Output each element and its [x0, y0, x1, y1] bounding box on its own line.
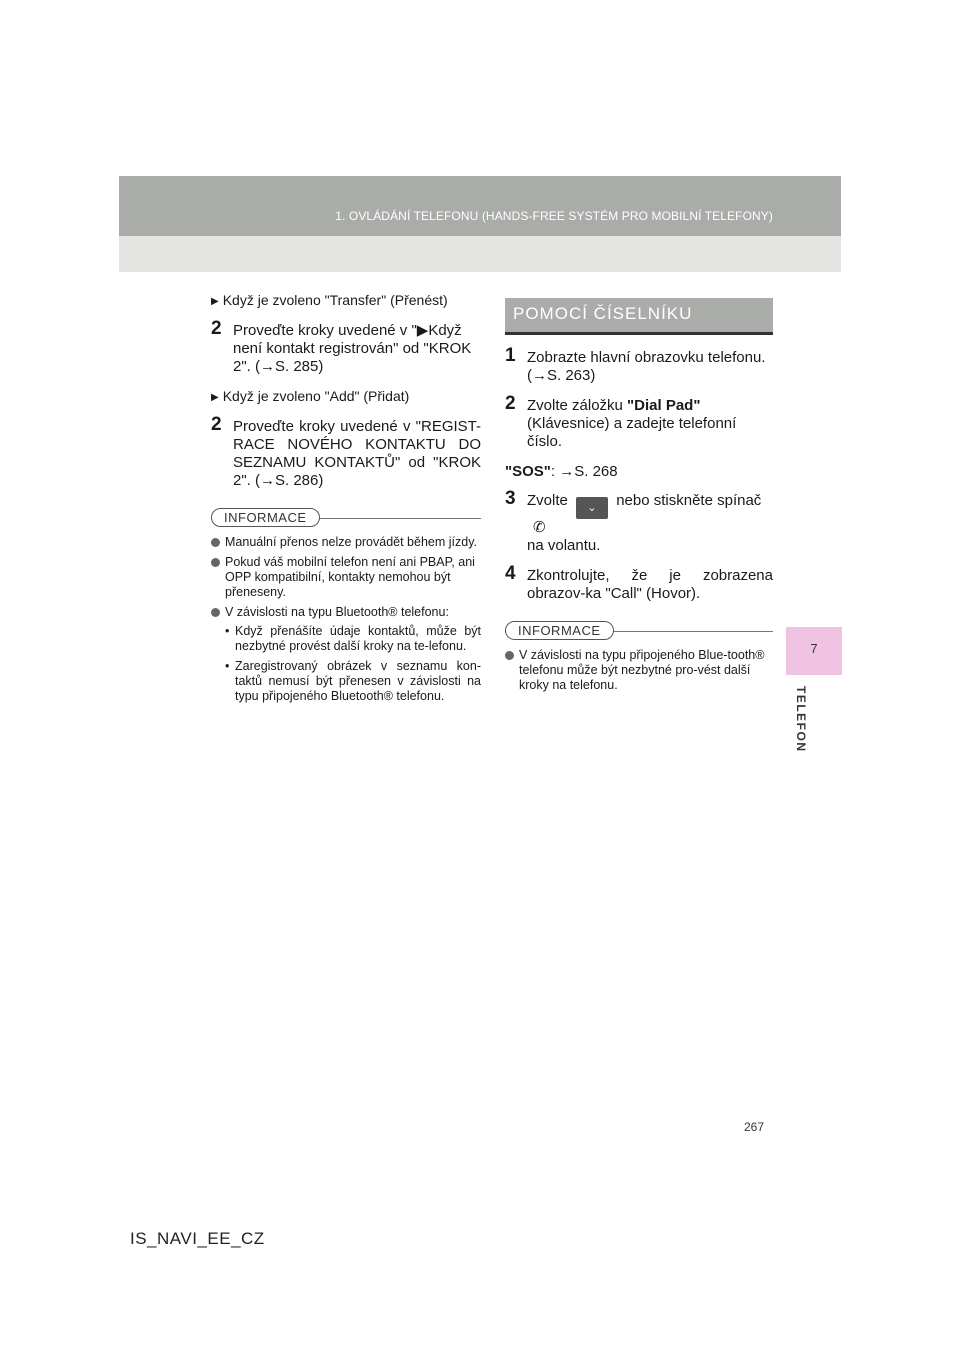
section-title: POMOCÍ ČÍSELNÍKU — [513, 304, 693, 323]
transfer-heading: ▶ Když je zvoleno "Transfer" (Přenést) — [211, 292, 448, 308]
info-item: Manuální přenos nelze provádět během jízdy. — [211, 535, 481, 550]
bullet-icon — [211, 558, 220, 567]
step-add — [211, 414, 481, 490]
step-transfer — [211, 318, 481, 376]
right-column — [505, 298, 773, 698]
sos-label: "SOS" — [505, 463, 551, 480]
info-subitem: • Když přenášíte údaje kontaktů, může být nezbytné provést další kroky na te-lefonu. — [225, 624, 481, 653]
info-item: Pokud váš mobilní telefon není ani PBAP, ani OPP kompatibilní, kontakty nemohou být přeneseny. — [211, 555, 481, 600]
bullet-icon — [211, 608, 220, 617]
bullet-icon — [211, 538, 220, 547]
step-1 — [505, 345, 773, 385]
info-box — [505, 621, 773, 640]
info-list — [505, 648, 773, 693]
document-code: IS_NAVI_EE_CZ — [130, 1229, 265, 1248]
header-subband — [119, 236, 841, 272]
left-column — [211, 292, 481, 709]
info-list — [211, 535, 481, 704]
dial-pad-label: "Dial Pad" — [627, 397, 701, 414]
step-number: 2 — [211, 414, 222, 435]
chapter-tab — [786, 627, 842, 675]
step-number: 2 — [505, 393, 516, 414]
info-item: V závislosti na typu Bluetooth® telefonu: • Když přenášíte údaje kontaktů, může být nezbytné provést další kroky na te-lefonu. • Zaregistrovaný obrázek v seznamu kon-taktů nemusí být přenesen v závislosti na typu připojeného Bluetooth® telefonu. — [211, 605, 481, 704]
info-subitem: • Zaregistrovaný obrázek v seznamu kon-taktů nemusí být přenesen v závislosti na typu připojeného Bluetooth® telefonu. — [225, 659, 481, 703]
step-number: 2 — [211, 318, 222, 339]
step-number: 1 — [505, 345, 516, 366]
step-2: 2 Zvolte záložku "Dial Pad" (Klávesnice) a zadejte telefonní číslo. — [505, 393, 737, 450]
step-3: 3 Zvolte ⌄ nebo stiskněte spínač✆ na volantu. — [505, 488, 762, 554]
info-label: INFORMACE — [211, 508, 320, 527]
chapter-label: TELEFON — [794, 686, 808, 753]
triangle-icon: ▶ — [211, 296, 219, 307]
step-number: 3 — [505, 488, 516, 509]
info-sublist — [225, 624, 481, 704]
step-text: Proveďte kroky uvedené v "REGIST-RACE NOVÉHO KONTAKTU DO SEZNAMU KONTAKTŮ" od "KROK 2". (→S. 286) — [233, 418, 481, 489]
step-4 — [505, 563, 773, 603]
section-header — [505, 298, 773, 335]
info-label: INFORMACE — [505, 621, 614, 640]
phone-icon: ✆ — [533, 519, 546, 536]
call-button-icon: ⌄ — [576, 497, 608, 519]
step-text: Proveďte kroky uvedené v "▶Když není kontakt registrován" od "KROK 2". (→S. 285) — [233, 322, 472, 375]
sos-note: "SOS": →S. 268 — [505, 463, 618, 480]
info-item: V závislosti na typu připojeného Blue-tooth® telefonu může být nezbytné pro-vést další kroky na telefonu. — [505, 648, 773, 693]
small-bullet-icon: • — [225, 659, 230, 673]
chapter-title: 1. OVLÁDÁNÍ TELEFONU (HANDS-FREE SYSTÉM PRO MOBILNÍ TELEFONY) — [335, 209, 773, 223]
step-number: 4 — [505, 563, 516, 584]
step-text: Zkontrolujte, že je zobrazena obrazov-ka "Call" (Hovor). — [527, 567, 773, 602]
step-text: Zobrazte hlavní obrazovku telefonu. (→S. 263) — [527, 349, 766, 384]
bullet-icon — [505, 651, 514, 660]
small-bullet-icon: • — [225, 624, 230, 638]
header-band — [119, 176, 841, 236]
triangle-icon: ▶ — [211, 392, 219, 403]
add-heading: ▶ Když je zvoleno "Add" (Přidat) — [211, 388, 410, 404]
info-box — [211, 508, 481, 527]
chapter-number: 7 — [810, 641, 818, 656]
page-number: 267 — [744, 1120, 765, 1134]
